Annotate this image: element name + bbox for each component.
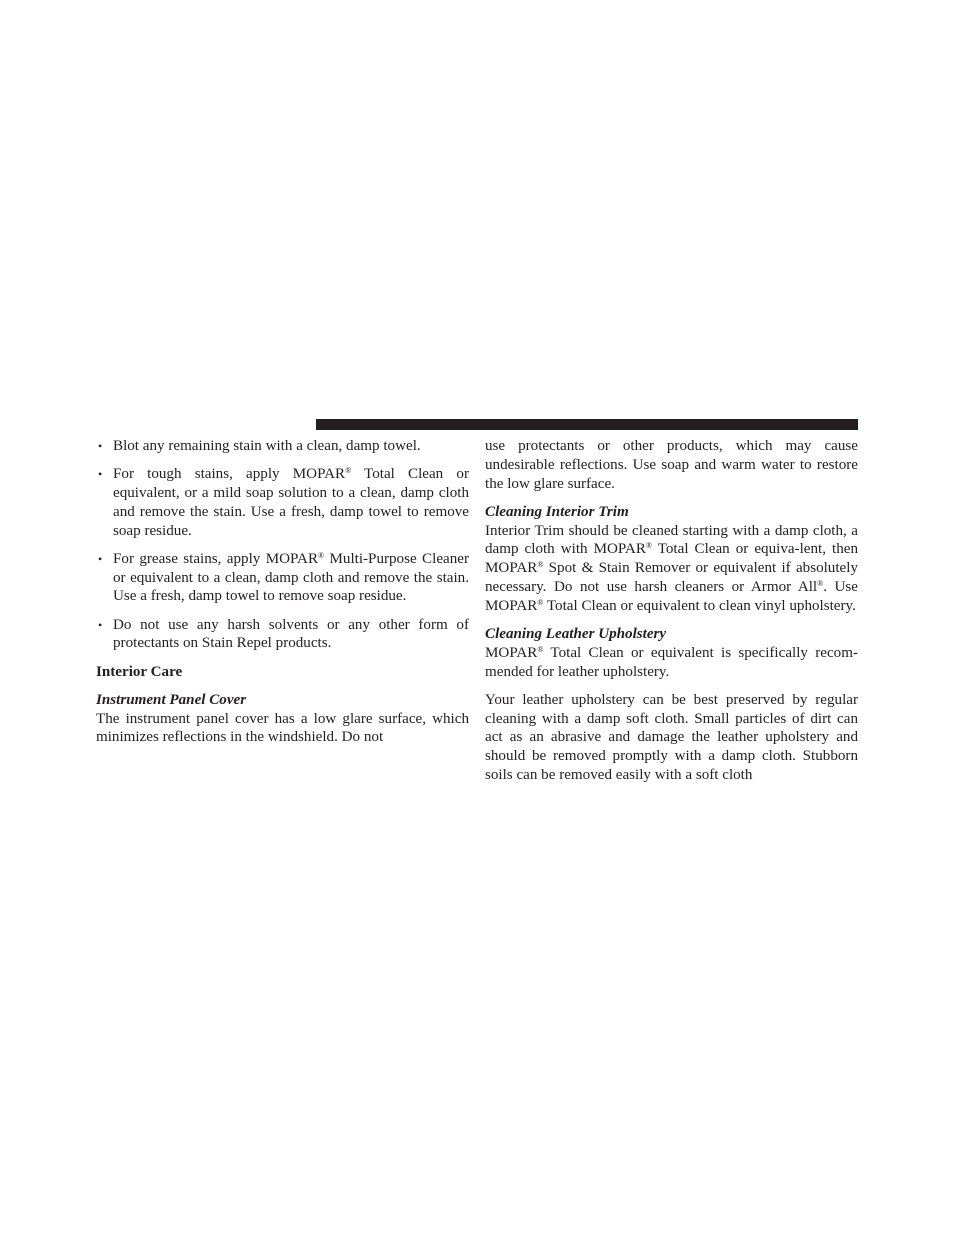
list-item: • Blot any remaining stain with a clean, damp towel. xyxy=(98,438,421,454)
paragraph-leather-care: Your leather upholstery can be best preserved by regular cleaning with a damp soft cloth. Small particles of dirt can act as an abrasive and damage the leather upholstery and should be removed promptly with a damp cloth. Stubborn soils can be removed easily with a soft cloth xyxy=(485,691,858,783)
stain-tips-list xyxy=(96,437,469,653)
bullet-icon: • xyxy=(98,439,103,453)
subheading-cleaning-interior-trim: Cleaning Interior Trim xyxy=(485,503,629,520)
section-header-bar xyxy=(316,419,858,430)
section-heading-interior-care: Interior Care xyxy=(96,663,183,680)
bullet-icon: • xyxy=(98,551,103,566)
bullet-icon: • xyxy=(98,467,103,482)
paragraph-instrument-panel-cover: The instrument panel cover has a low glare surface, which minimizes reflections in the windshield. Do not xyxy=(96,710,469,746)
subheading-cleaning-leather-upholstery: Cleaning Leather Upholstery xyxy=(485,625,667,642)
list-item: • Do not use any harsh solvents or any other form of protectants on Stain Repel products. xyxy=(98,616,469,652)
subheading-instrument-panel-cover: Instrument Panel Cover xyxy=(96,691,247,708)
list-item: • For grease stains, apply MOPAR® Multi-Purpose Cleaner or equivalent to a clean, damp cloth and remove the stain. Use a fresh, damp towel to remove soap residue. xyxy=(98,550,469,605)
paragraph-cleaning-interior-trim: Interior Trim should be cleaned starting with a damp cloth, a damp cloth with MOPAR® Total Clean or equiva-lent, then MOPAR® Spot & Stain Remover or equivalent if absolutely necessary. Do not use harsh cleaners or Armor All®. Use MOPAR® Total Clean or equivalent to clean vinyl upholstery. xyxy=(485,522,858,614)
list-item: • For tough stains, apply MOPAR® Total Clean or equivalent, or a mild soap solution to a clean, damp cloth and remove the stain. Use a fresh, damp towel to remove soap residue. xyxy=(98,466,469,539)
left-column xyxy=(96,437,469,747)
right-column xyxy=(485,437,858,785)
paragraph-continuation: use protectants or other products, which may cause undesirable reflections. Use soap and warm water to restore the low glare surface. xyxy=(485,438,858,492)
bullet-icon: • xyxy=(98,617,103,632)
paragraph-leather-recommendation: MOPAR® Total Clean or equivalent is specifically recom-mended for leather upholstery. xyxy=(485,644,858,680)
